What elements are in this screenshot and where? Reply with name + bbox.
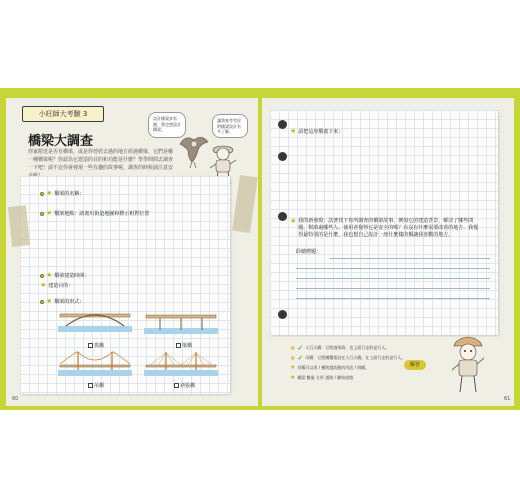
star-icon: ★	[46, 271, 53, 279]
answer-badge: 解答	[404, 360, 426, 370]
question-bridge-form: ★ 橋梁的形式：	[40, 298, 84, 305]
detective-boy-illustration	[448, 332, 488, 398]
star-icon: ★	[290, 374, 296, 381]
section-header: 小旺師大考驗 3	[22, 106, 104, 122]
star-icon: ★	[290, 127, 297, 135]
star-icon: ★	[46, 209, 53, 217]
star-icon: ★	[290, 217, 297, 225]
page-number-left: 60	[12, 396, 19, 402]
writing-line	[296, 298, 490, 299]
question-purpose: ★ 建造目的：	[40, 281, 74, 289]
binder-ring	[278, 152, 287, 161]
answer-1: ★ ✓ 人行天橋：它跨越馬路，也上面行走的是行人。	[290, 344, 390, 352]
check-icon: ✓	[297, 354, 304, 362]
suspension-bridge-icon	[58, 350, 132, 380]
question-build-time: ★ 橋梁建造時間：	[40, 272, 89, 279]
binder-ring	[278, 310, 287, 319]
star-icon: ★	[46, 189, 53, 197]
writing-line	[330, 258, 490, 259]
writing-line	[296, 288, 490, 289]
intro-paragraph: 你家附近是否有橋梁，或是你曾經去過的地方經過橋梁，它們是哪一種橋梁呢？你認為它建造的目的和功能是什麼？學學問問去調查一下吧！請不定你會發現一些有趣的故事呢，調查的時候請注意安	[28, 149, 174, 171]
checkbox[interactable]	[88, 383, 93, 388]
bridge-type-arch: 拱橋	[88, 342, 104, 349]
page-title: 橋梁大調查	[28, 134, 94, 149]
ling-ting-label: 聆聽標題：	[296, 249, 322, 255]
bullet-dot	[40, 192, 44, 196]
star-icon: ★	[46, 297, 53, 305]
bridge-type-beam: 梁橋	[176, 342, 192, 349]
writing-line	[296, 278, 490, 279]
question-bridge-name: ★ 橋梁的名稱：	[40, 190, 84, 197]
cable-stayed-bridge-icon	[144, 350, 218, 380]
bullet-dot	[40, 274, 44, 278]
writing-line	[296, 268, 490, 269]
checkbox[interactable]	[176, 343, 181, 348]
page-number-right: 61	[504, 396, 511, 402]
check-icon: ✓	[297, 344, 304, 352]
star-icon: ★	[290, 364, 296, 371]
checkbox[interactable]	[88, 343, 93, 348]
prompt-new-discovery: ★ 我的新發現：試著找下你所調查的橋梁故事，例如它的建造背景，解決了哪些問題，幫助過哪些人。使用者覺得它是安全的嗎？有沒有什麼需要改善的地方，我覺得最特別的是什麼，我也想自己設計一座什麼樣的橋讓我喜歡的地方。	[290, 217, 479, 238]
answer-4: ★ 橋梁 數量 方形 道路 / 聯絡道路	[290, 374, 354, 381]
bridge-type-cable-stayed: 斜張橋	[174, 382, 195, 389]
speech-bubble-right: 讓我來考考你們橋梁設計有多了解。	[212, 114, 248, 138]
bullet-dot	[40, 300, 44, 304]
answer-2: ★ ✓ 吊橋：它將鋼纜架設在人行天橋。在上面行走的是行人。	[290, 354, 406, 362]
star-icon: ★	[290, 354, 296, 362]
beam-bridge-icon	[144, 308, 218, 338]
bridge-type-suspension: 吊橋	[88, 382, 104, 389]
answer-3: ★ 吊橋可以用 / 橫跨越流動的河流 / 拱橋。	[290, 364, 370, 371]
binder-ring	[278, 120, 287, 129]
binder-ring	[278, 212, 287, 221]
bullet-dot	[40, 212, 44, 216]
prompt-draw-bridge: ★ 請把這座橋畫下來：	[290, 127, 344, 135]
arch-bridge-icon	[58, 306, 132, 336]
checkbox[interactable]	[174, 383, 179, 388]
question-bridge-location: ★ 橋梁地點：請畫出街道地圖和標示相對位置	[40, 210, 149, 217]
star-icon: ★	[40, 281, 47, 289]
star-icon: ★	[290, 344, 296, 352]
speech-bubble-left: 設計橋梁真有趣，我也想設計橋梁。	[148, 112, 186, 138]
